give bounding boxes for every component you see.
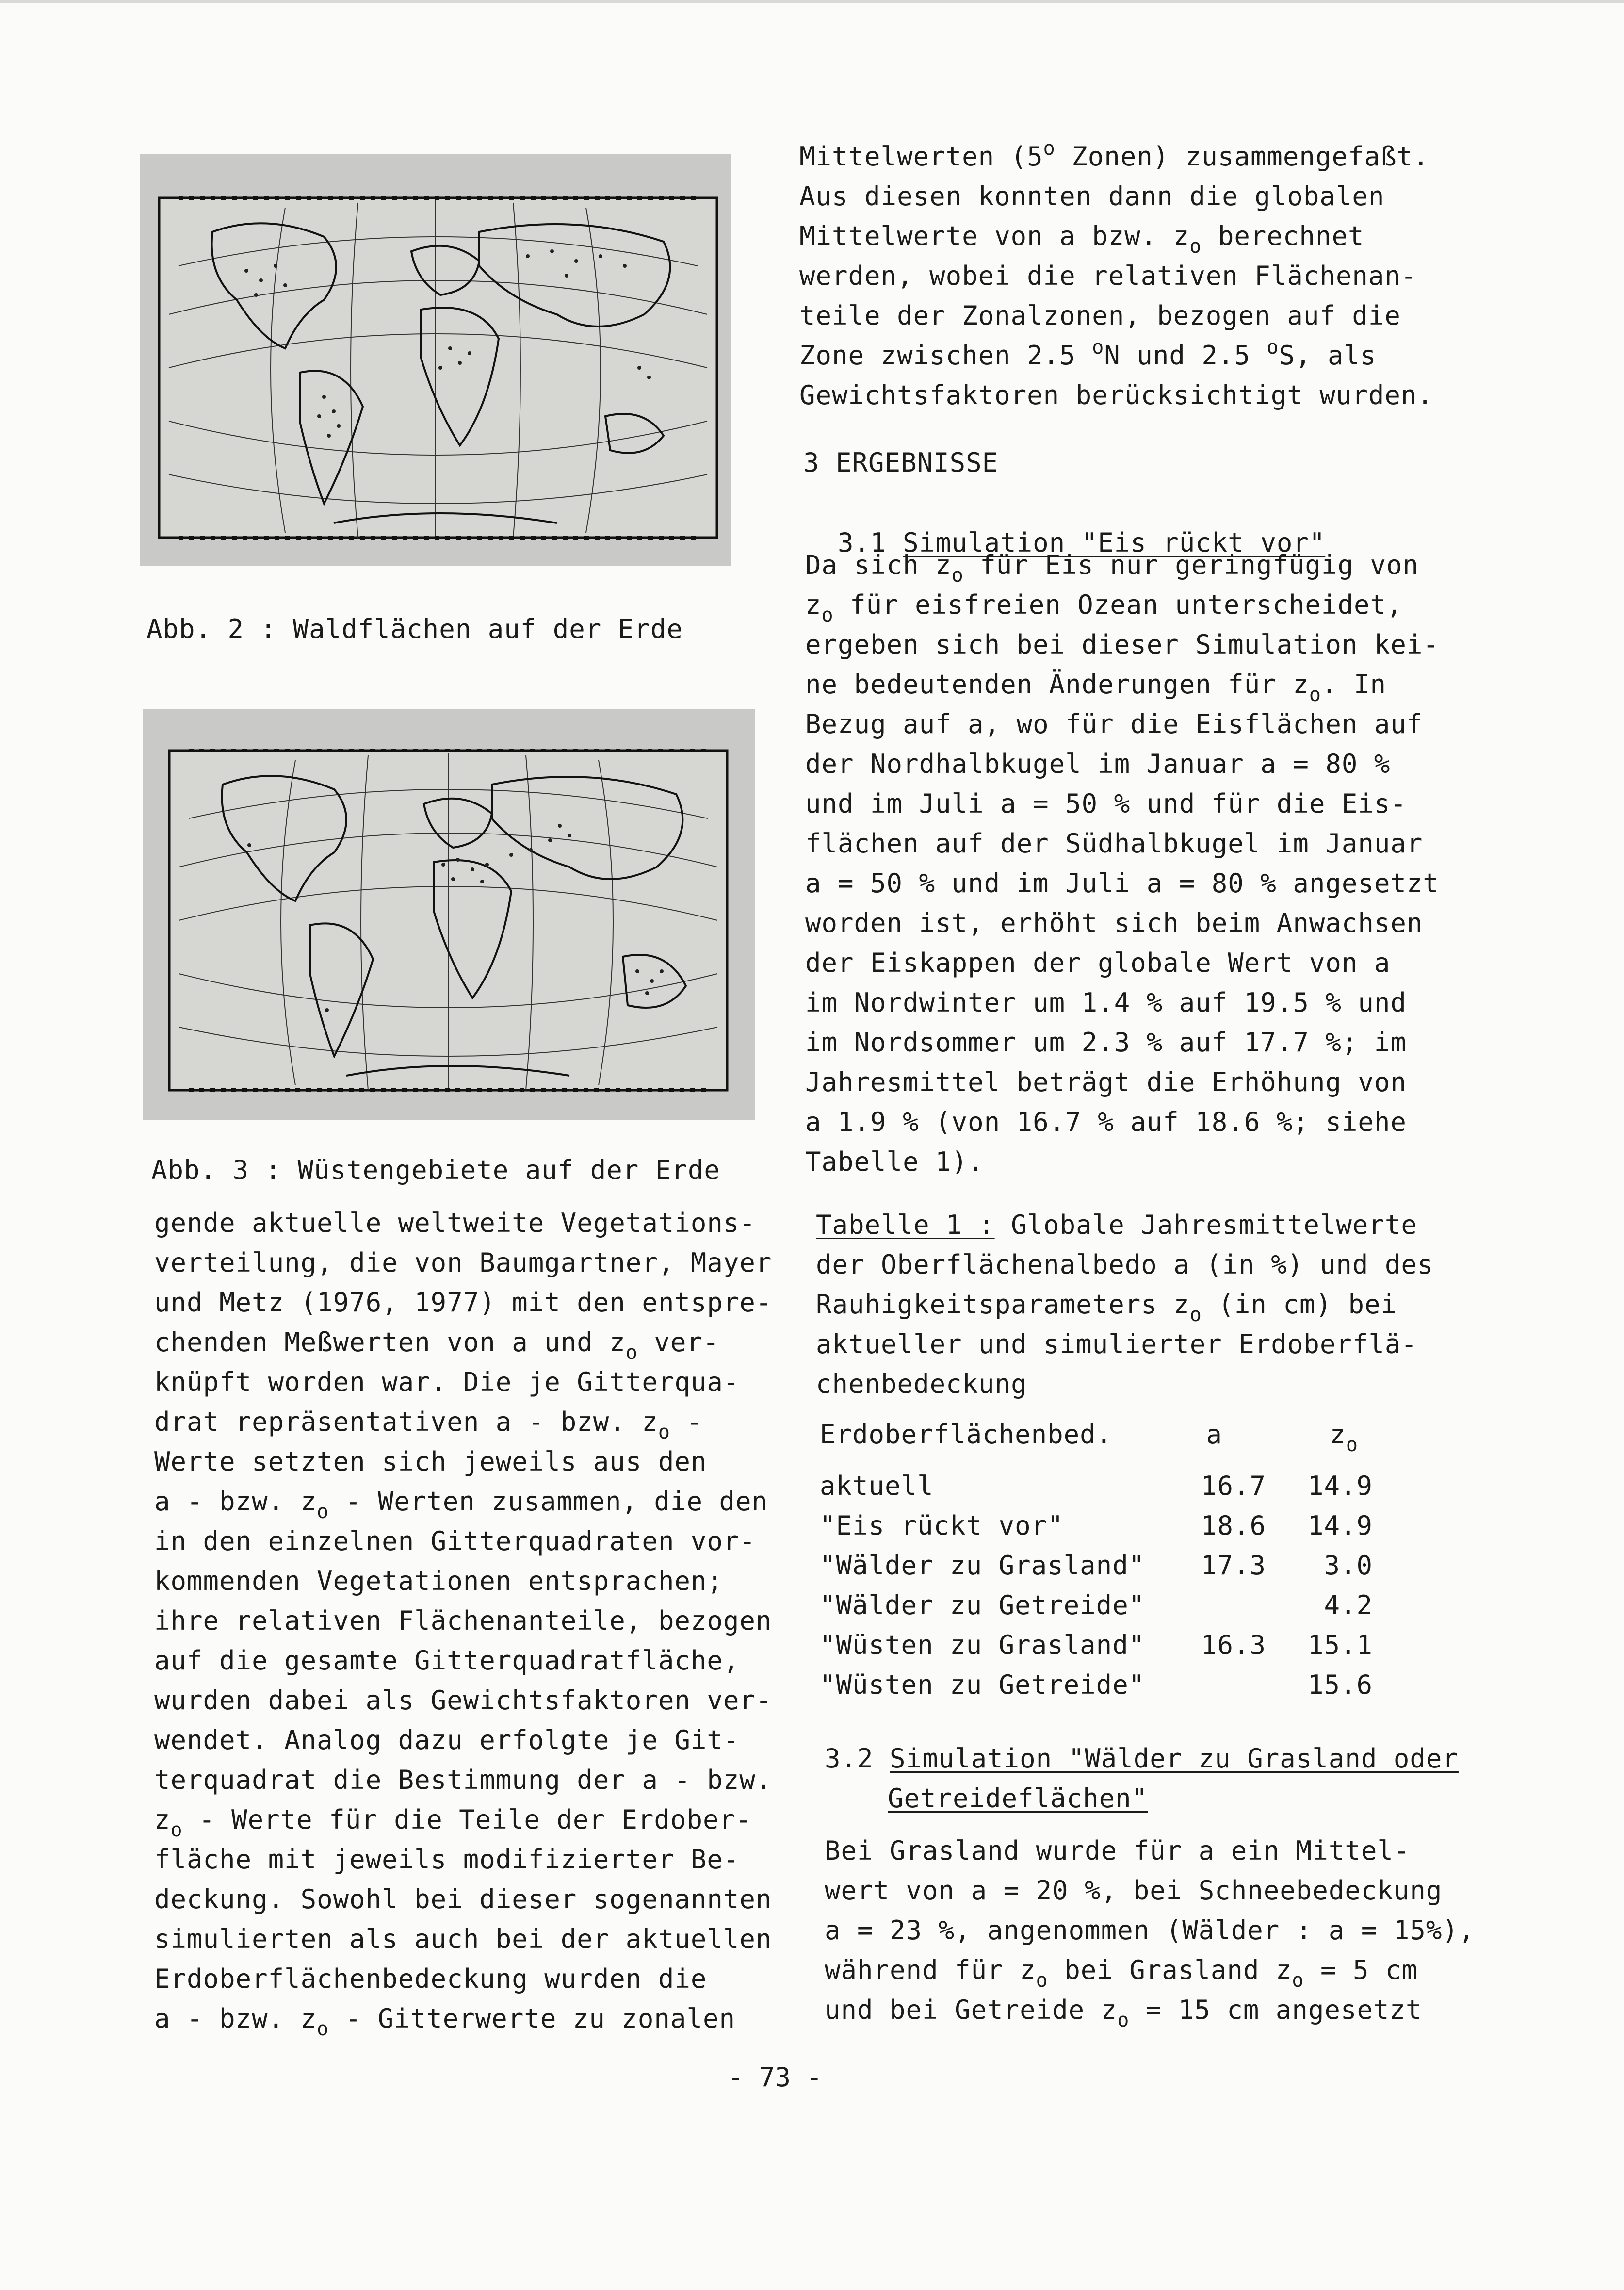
text-line: wendet. Analog dazu erfolgte je Git- — [154, 1725, 740, 1755]
table-cell — [1159, 1586, 1266, 1625]
text-line: chenden Meßwerten von a und $z_o$ ver- — [154, 1327, 719, 1364]
table-label: Tabelle 1 : — [816, 1210, 995, 1240]
text-line: und im Juli a = 50 % und für die Eis- — [805, 788, 1407, 819]
table-row — [820, 1506, 1426, 1546]
text-line: a = 50 % und im Juli a = 80 % angesetzt — [805, 868, 1439, 899]
table-row — [820, 1625, 1426, 1665]
text-line: fläche mit jeweils modifizierter Be- — [154, 1844, 740, 1875]
text-line: ne bedeutenden Änderungen für $z_o$. In — [805, 669, 1386, 706]
forest-map-figure — [140, 154, 731, 566]
text-line: worden ist, erhöht sich beim Anwachsen — [805, 908, 1423, 938]
table-header: $z_o$ — [1330, 1419, 1358, 1456]
text-line: Werte setzten sich jeweils aus den — [154, 1446, 707, 1477]
text-line: Bei Grasland wurde für a ein Mittel- — [825, 1835, 1410, 1866]
text-line: Erdoberflächenbedeckung wurden die — [154, 1963, 707, 1994]
section-heading-3-2: 3.2 Simulation "Wälder zu Grasland oder Getreideflächen" — [825, 1743, 1459, 1814]
table-row — [820, 1665, 1426, 1705]
text-line: aktueller und simulierter Erdoberflä- — [816, 1329, 1417, 1359]
table-cell: 18.6 — [1201, 1510, 1266, 1541]
text-line: und Metz (1976, 1977) mit den entspre- — [154, 1287, 772, 1318]
text-line: a 1.9 % (von 16.7 % auf 18.6 %; siehe — [805, 1107, 1407, 1137]
text-line: wert von a = 20 %, bei Schneebedeckung — [825, 1875, 1443, 1906]
text-line: Aus diesen konnten dann die globalen — [799, 181, 1385, 212]
text-line: Mittelwerte von a bzw. $z_o$ berechnet — [799, 221, 1364, 258]
text-line: drat repräsentativen a - bzw. $z_o$ - — [154, 1407, 703, 1443]
desert-map-figure — [143, 709, 755, 1120]
text-line: teile der Zonalzonen, bezogen auf die — [799, 300, 1401, 331]
text-line: a = 23 %, angenommen (Wälder : a = 15%), — [825, 1915, 1475, 1946]
text-line: auf die gesamte Gitterquadratfläche, — [154, 1645, 740, 1676]
table-cell: aktuell — [820, 1471, 934, 1501]
text-line: der Nordhalbkugel im Januar a = 80 % — [805, 749, 1391, 779]
section-heading-ergebnisse: 3 ERGEBNISSE — [803, 447, 999, 478]
text-line: Zone zwischen 2.5 $^o$N und 2.5 $^o$S, als — [799, 336, 1377, 371]
text-line: der Eiskappen der globale Wert von a — [805, 948, 1391, 978]
table-1 — [820, 1415, 1426, 1705]
table-cell: 14.9 — [1307, 1510, 1373, 1541]
section-3-1-text — [805, 545, 1484, 1182]
page-edge — [0, 0, 1624, 3]
table-cell: 4.2 — [1324, 1590, 1373, 1620]
text-line: Tabelle 1). — [805, 1146, 984, 1177]
text-line: a - bzw. $z_o$ - Gitterwerte zu zonalen — [154, 2003, 735, 2040]
text-line: in den einzelnen Gitterquadraten vor- — [154, 1526, 756, 1556]
text-line: terquadrat die Bestimmung der a - bzw. — [154, 1765, 772, 1795]
table-cell: "Wüsten zu Getreide" — [820, 1669, 1145, 1700]
text-line: Rauhigkeitsparameters $z_o$ (in cm) bei — [816, 1289, 1397, 1326]
table-header: a — [1206, 1419, 1222, 1450]
text-line: ihre relativen Flächenanteile, bezogen — [154, 1605, 772, 1636]
figure-2-caption: Abb. 2 : Waldflächen auf der Erde — [146, 614, 683, 644]
table-cell: 15.6 — [1307, 1669, 1373, 1700]
table-cell: "Wälder zu Grasland" — [820, 1550, 1145, 1581]
table-cell: 16.3 — [1201, 1630, 1266, 1660]
table-header: Erdoberflächenbed. — [820, 1419, 1113, 1450]
page-number: - 73 - — [728, 2062, 823, 2093]
text-line: kommenden Vegetationen entsprachen; — [154, 1566, 723, 1596]
text-line: im Nordsommer um 2.3 % auf 17.7 %; im — [805, 1027, 1407, 1058]
section-3-2-text — [825, 1831, 1504, 2030]
text-line: der Oberflächenalbedo a (in %) und des — [816, 1249, 1434, 1280]
table-header-row — [820, 1415, 1426, 1455]
text-line: im Nordwinter um 1.4 % auf 19.5 % und — [805, 987, 1407, 1018]
text-line: Bezug auf a, wo für die Eisflächen auf — [805, 709, 1423, 739]
text-line: während für $z_o$ bei Grasland $z_o = 5$ cm — [825, 1955, 1418, 1992]
text-line: knüpft worden war. Die je Gitterqua- — [154, 1367, 740, 1397]
text-line: Da sich $z_o$ für Eis nur geringfügig von — [805, 550, 1419, 587]
world-map-desert — [143, 709, 755, 1120]
table-cell — [1159, 1665, 1266, 1705]
table-row — [820, 1546, 1426, 1586]
text-line: simulierten als auch bei der aktuellen — [154, 1924, 772, 1954]
right-column-intro — [799, 137, 1478, 415]
text-line: $z_o$ - Werte für die Teile der Erdober- — [154, 1804, 752, 1841]
table-row — [820, 1466, 1426, 1506]
text-line: wurden dabei als Gewichtsfaktoren ver- — [154, 1685, 772, 1716]
world-map-forest — [140, 154, 731, 566]
left-column-text — [154, 1203, 785, 2039]
text-line: werden, wobei die relativen Flächenan- — [799, 261, 1417, 291]
table-cell: 14.9 — [1307, 1471, 1373, 1501]
table-cell: 17.3 — [1201, 1550, 1266, 1581]
table-cell: 16.7 — [1201, 1471, 1266, 1501]
text-line: Jahresmittel beträgt die Erhöhung von — [805, 1067, 1407, 1097]
text-line: deckung. Sowohl bei dieser sogenannten — [154, 1884, 772, 1914]
table-1-caption — [816, 1205, 1495, 1404]
text-line: Gewichtsfaktoren berücksichtigt wurden. — [799, 380, 1433, 410]
text-line: Mittelwerten (5$^o$ Zonen) zusammengefaßt. — [799, 137, 1429, 172]
table-cell: 15.1 — [1307, 1630, 1373, 1660]
text-line: $z_o$ für eisfreien Ozean unterscheidet, — [805, 589, 1403, 626]
text-line: a - bzw. $z_o$ - Werten zusammen, die den — [154, 1486, 768, 1523]
table-cell: 3.0 — [1324, 1550, 1373, 1581]
table-cell: "Eis rückt vor" — [820, 1510, 1064, 1541]
figure-3-caption: Abb. 3 : Wüstengebiete auf der Erde — [151, 1155, 720, 1185]
text-line: ergeben sich bei dieser Simulation kei- — [805, 629, 1439, 660]
text-line: gende aktuelle weltweite Vegetations- — [154, 1208, 756, 1238]
table-cell: "Wüsten zu Grasland" — [820, 1630, 1145, 1660]
table-row — [820, 1586, 1426, 1625]
text-line: flächen auf der Südhalbkugel im Januar — [805, 828, 1423, 859]
text-line: chenbedeckung — [816, 1369, 1027, 1399]
text-line: verteilung, die von Baumgartner, Mayer — [154, 1247, 772, 1278]
table-cell: "Wälder zu Getreide" — [820, 1590, 1145, 1620]
section-heading-3-1: 3.1 Simulation "Eis rückt vor" — [838, 527, 1326, 558]
text-line: und bei Getreide $z_o = 15$ cm angesetzt — [825, 1995, 1422, 2031]
text-line: Tabelle 1 : Globale Jahresmittelwerte — [816, 1210, 1417, 1240]
